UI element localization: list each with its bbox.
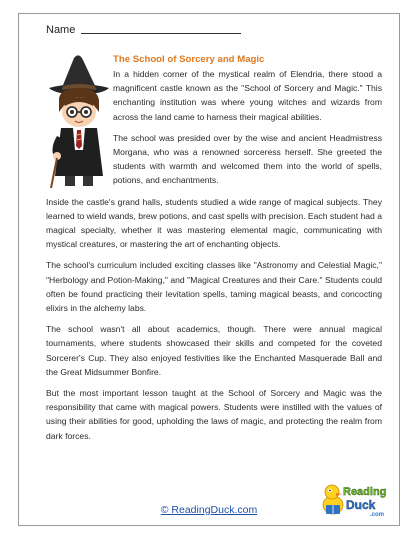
- article: [46, 54, 382, 450]
- logo-word-duck: Duck: [346, 498, 376, 512]
- paragraph-6: But the most important lesson taught at the School of Sorcery and Magic was the responsibility that came with magical powers. Students were instilled with the values of using their abilities for good, upholding the laws of magic, and protecting the realm from dark forces.: [46, 388, 382, 441]
- paragraph-3: Inside the castle's grand halls, students studied a wide range of magical subjects. They learned to wield wands, brew potions, and cast spells with precision. Each student had a magical specialty, whether it was mastering elemental magic, communicating with mystical creatures, or mastering the art of enchanting objects.: [46, 196, 382, 250]
- paragraph-1: In a hidden corner of the mystical realm of Elendria, there stood a magnificent castle known as the "School of Sorcery and Magic." This enchanting institution was where young witches and wizards from across the land came to harness their magical abilities.: [113, 69, 382, 122]
- footer-copyright-link[interactable]: © ReadingDuck.com: [160, 504, 258, 516]
- paragraph-2: The school was presided over by the wise and ancient Headmistress Morgana, who was a renowned sorceress herself. She greeted the students with warmth and welcomed them into the world of spells, potions, and enchantments.: [113, 132, 382, 186]
- illustration-spacer: [46, 54, 113, 179]
- name-field: [46, 24, 241, 36]
- article-title: The School of Sorcery and Magic: [113, 54, 265, 65]
- logo-word-reading: Reading: [343, 486, 387, 498]
- paragraph-4: The school's curriculum included exciting classes like "Astronomy and Celestial Magic," "Herbology and Potion-Making," and "Magical Creatures and their Care." Students could often be found practicing their levitation spells, taming magical beasts, and concocting elixirs in the alchemy labs.: [46, 260, 382, 314]
- name-label: Name: [46, 24, 76, 36]
- worksheet-page: [18, 13, 400, 526]
- readingduck-logo: [319, 475, 387, 519]
- paragraph-5: The school wasn't all about academics, though. There were annual magical tournaments, where students showcased their skills and competed for the coveted Sorcerer's Cup. They also enjoyed festivities like the Enchanted Masquerade Ball and the Great Midsummer Bonfire.: [46, 324, 382, 377]
- logo-suffix: .com: [370, 512, 385, 518]
- name-line[interactable]: [81, 33, 241, 34]
